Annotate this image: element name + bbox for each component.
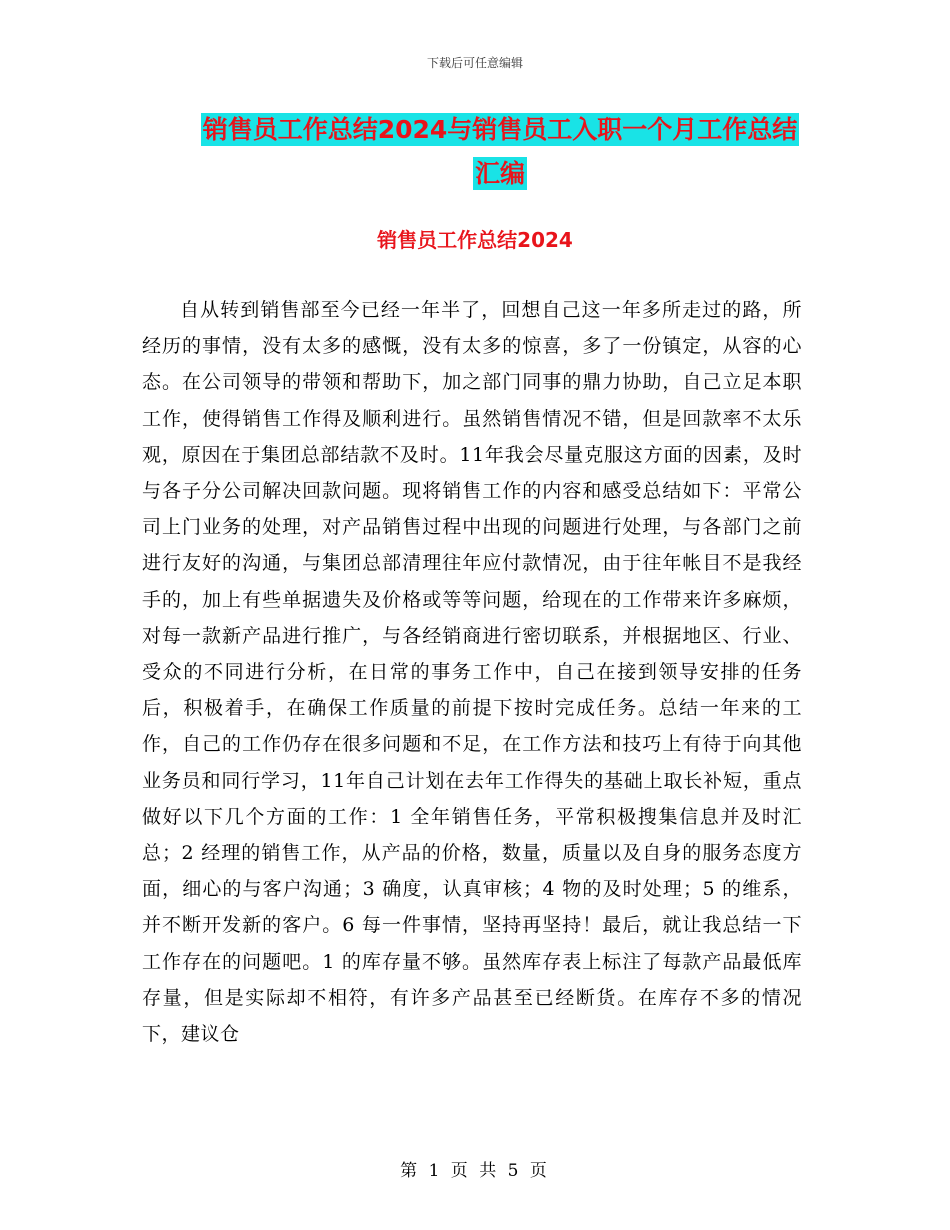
page-footer: 第 1 页 共 5 页 <box>400 1161 550 1181</box>
body-paragraph: 自从转到销售部至今已经一年半了，回想自己这一年多所走过的路，所经历的事情，没有太多的感慨，没有太多的惊喜，多了一份镇定，从容的心态。在公司领导的带领和帮助下，加之部门同事的鼎力协助，自己立足本职工作，使得销售工作得及顺利进行。虽然销售情况不错，但是回款率不太乐观，原因在于集团总部结款不及时。11年我会尽量克服这方面的因素，及时与各子分公司解决回款问题。现将销售工作的内容和感受总结如下：平常公司上门业务的处理，对产品销售过程中出现的问题进行处理，与各部门之前进行友好的沟通，与集团总部清理往年应付款情况，由于往年帐目不是我经手的，加上有些单据遗失及价格或等等问题，给现在的工作带来许多麻烦，对每一款新产品进行推广，与各经销商进行密切联系，并根据地区、行业、受众的不同进行分析，在日常的事务工作中，自己在接到领导安排的任务后，积极着手，在确保工作质量的前提下按时完成任务。总结一年来的工作，自己的工作仍存在很多问题和不足，在工作方法和技巧上有待于向其他业务员和同行学习，11年自己计划在去年工作得失的基础上取长补短，重点做好以下几个方面的工作：1 全年销售任务，平常积极搜集信息并及时汇总；2 经理的销售工作，从产品的价格，数量，质量以及自身的服务态度方面，细心的与客户沟通；3 确度，认真审核；4 物的及时处理；5 的维系，并不断开发新的客户。6 每一件事情，坚持再坚持！最后，就让我总结一下工作存在的问题吧。1 的库存量不够。虽然库存表上标注了每款产品最低库存量，但是实际却不相符，有许多产品甚至已经断货。在库存不多的情况下，建议仓 <box>142 299 802 1046</box>
header-note: 下载后可任意编辑 <box>426 56 523 70</box>
section-title: 销售员工作总结2024 <box>377 228 573 252</box>
document-title-line2: 汇编 <box>474 159 525 188</box>
document-title-line1: 销售员工作总结2024与销售员工入职一个月工作总结 <box>202 115 798 144</box>
document-title <box>140 108 860 196</box>
